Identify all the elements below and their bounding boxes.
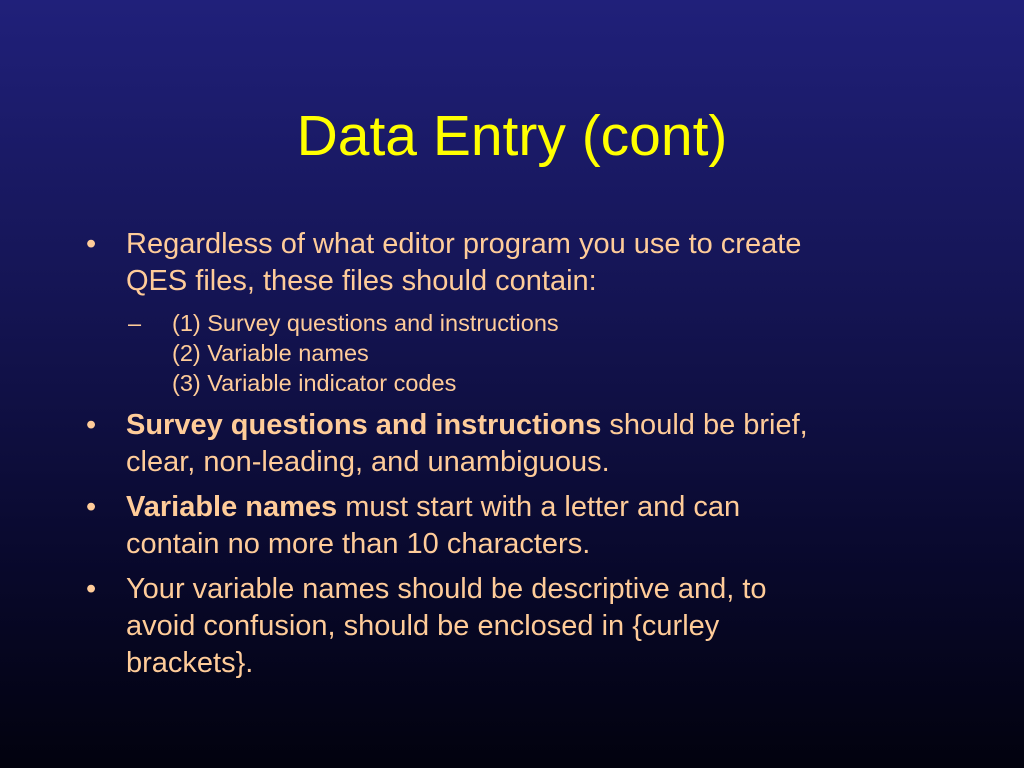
bullet-list <box>84 226 944 690</box>
sub-bullet-marker: – <box>128 310 142 336</box>
bullet-text-line: contain no more than 10 characters. <box>126 528 591 560</box>
bullet-marker: • <box>86 228 97 260</box>
bullet-item-variable-names <box>84 489 944 563</box>
bullet-text-line: QES files, these files should contain: <box>126 265 597 297</box>
bullet-text-line: avoid confusion, should be enclosed in {curley <box>126 610 720 642</box>
sub-item-indicator-codes: (3) Variable indicator codes <box>172 370 457 396</box>
bullet-marker: • <box>86 409 97 441</box>
bullet-text-line: Regardless of what editor program you use to create <box>126 228 802 260</box>
bullet-text-line: must start with a letter and can <box>337 491 741 523</box>
bullet-bold-term: Variable names <box>126 491 338 523</box>
bullet-text-line: should be brief, <box>601 409 808 441</box>
sub-item-survey-questions: (1) Survey questions and instructions <box>172 310 559 336</box>
bullet-marker: • <box>86 491 97 523</box>
bullet-text-line: brackets}. <box>126 647 254 679</box>
bullet-item-qes-files <box>84 226 944 300</box>
bullet-item-descriptive-names <box>84 571 944 682</box>
bullet-item-survey-questions <box>84 407 944 481</box>
bullet-bold-term: Survey questions and instructions <box>126 409 602 441</box>
bullet-marker: • <box>86 573 97 605</box>
bullet-text-line: clear, non-leading, and unambiguous. <box>126 446 610 478</box>
sub-bullet-item <box>128 308 944 398</box>
sub-item-variable-names: (2) Variable names <box>172 340 369 366</box>
slide-title: Data Entry (cont) <box>296 104 728 168</box>
bullet-text-line: Your variable names should be descriptive and, to <box>126 573 767 605</box>
